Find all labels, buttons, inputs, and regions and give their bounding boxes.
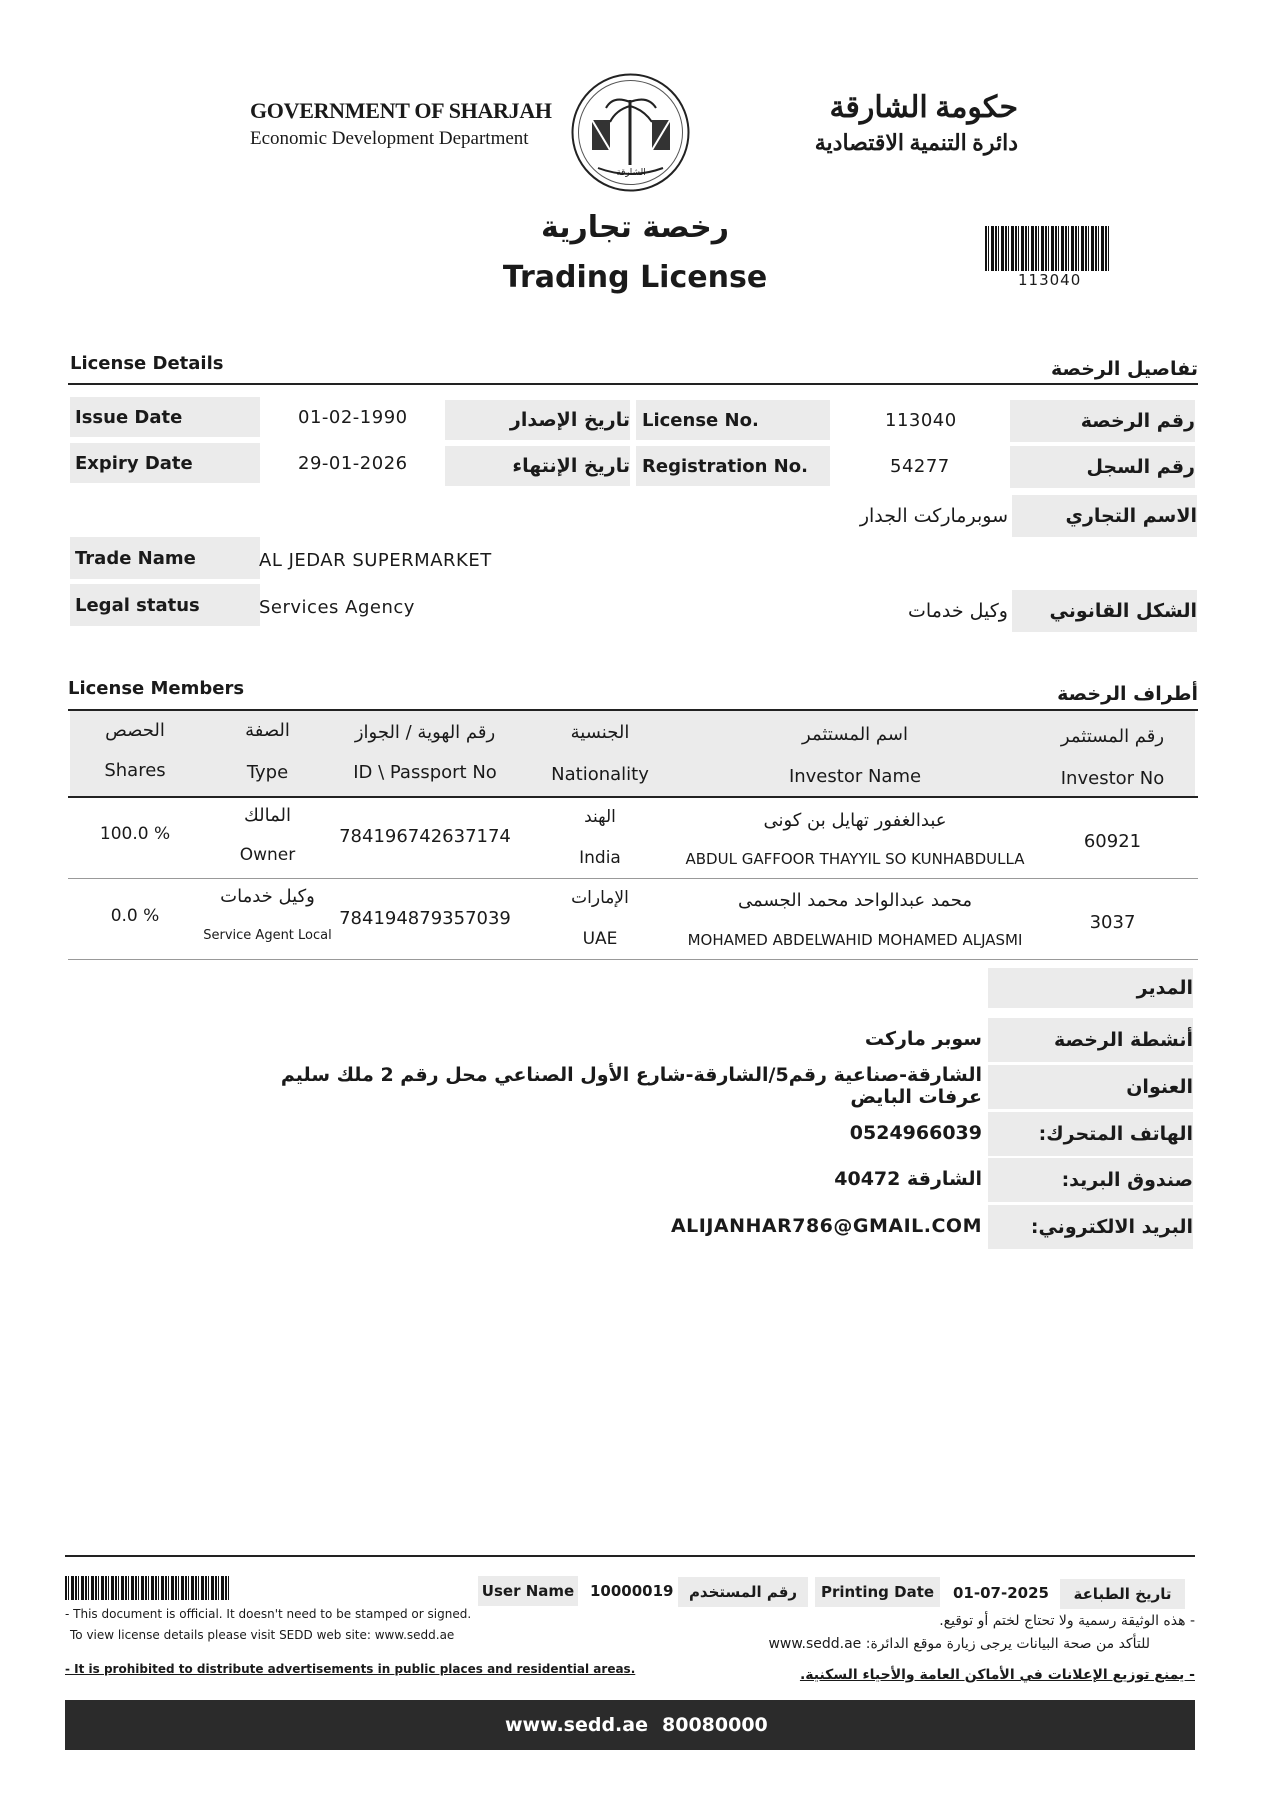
- col-header-investor-no: Investor No: [1060, 768, 1165, 789]
- printing-date-value: 01-07-2025: [953, 1584, 1049, 1602]
- registration-no-value: 54277: [890, 455, 950, 477]
- member-nationality-ar: الهند: [584, 807, 616, 827]
- mobile-value: 0524966039: [849, 1122, 982, 1144]
- footer-phone[interactable]: 80080000: [662, 1714, 768, 1736]
- issue-date-label: Issue Date: [70, 397, 260, 437]
- user-name-label: User Name: [478, 1576, 578, 1606]
- footer-note-2-en: To view license details please visit SEDD web site: www.sedd.ae: [70, 1628, 455, 1642]
- member-name-ar: عبدالغفور تهايل بن كونى: [763, 810, 947, 831]
- barcode-number: 113040: [1018, 271, 1082, 289]
- email-value: ALIJANHAR786@GMAIL.COM: [670, 1215, 982, 1237]
- member-id: 784194879357039: [339, 908, 511, 929]
- legal-status-label-ar: الشكل القانوني: [1012, 590, 1197, 632]
- trade-name-label: Trade Name: [70, 537, 260, 579]
- pobox-label: صندوق البريد:: [988, 1158, 1193, 1202]
- issue-date-label-ar: تاريخ الإصدار: [445, 400, 630, 440]
- user-name-value: 10000019: [590, 1582, 674, 1600]
- footer-barcode: [65, 1576, 230, 1600]
- mobile-label: الهاتف المتحرك:: [988, 1112, 1193, 1156]
- col-header-shares: Shares: [104, 760, 166, 781]
- activities-value: سوبر ماركت: [864, 1028, 982, 1050]
- legal-status-label: Legal status: [70, 584, 260, 626]
- license-members-heading-ar: أطراف الرخصة: [1057, 683, 1198, 705]
- footer-website[interactable]: www.sedd.ae: [505, 1714, 648, 1736]
- member-id: 784196742637174: [339, 826, 511, 847]
- license-no-value: 113040: [885, 409, 957, 431]
- member-investor-no: 60921: [1083, 831, 1142, 852]
- member-shares: 100.0 %: [99, 824, 171, 844]
- address-value: الشارقة-صناعية رقم5/الشارقة-شارع الأول الصناعي محل رقم 2 ملك سليم عرفات البايض: [280, 1064, 982, 1108]
- license-details-heading: License Details: [70, 353, 224, 374]
- col-header-id: ID \ Passport No: [353, 762, 497, 783]
- user-name-label-ar: رقم المستخدم: [678, 1577, 808, 1607]
- col-header-investor-name: Investor Name: [788, 766, 922, 787]
- footer-note-3-en: - It is prohibited to distribute advertisements in public places and residential areas.: [65, 1662, 636, 1676]
- trade-name-value: AL JEDAR SUPERMARKET: [259, 549, 492, 571]
- member-nationality-ar: الإمارات: [571, 888, 629, 908]
- col-header-id-ar: رقم الهوية / الجواز: [354, 722, 496, 743]
- footer-divider: [65, 1555, 1195, 1557]
- printing-date-label-ar: تاريخ الطباعة: [1060, 1579, 1185, 1609]
- registration-no-label: Registration No.: [636, 446, 830, 486]
- divider: [68, 959, 1198, 960]
- manager-label: المدير: [988, 968, 1193, 1008]
- footer-note-1-en: - This document is official. It doesn't need to be stamped or signed.: [65, 1607, 472, 1621]
- gov-title-ar: حكومة الشارقة: [829, 91, 1018, 124]
- dept-title-en: Economic Development Department: [250, 128, 529, 149]
- member-type: Owner: [239, 845, 296, 865]
- member-shares: 0.0 %: [110, 906, 160, 926]
- emblem-text: الشارقة: [616, 168, 646, 178]
- license-barcode: [985, 226, 1110, 271]
- legal-status-value: Services Agency: [259, 596, 415, 618]
- printing-date-label: Printing Date: [815, 1577, 940, 1607]
- col-header-shares-ar: الحصص: [105, 720, 165, 741]
- expiry-date-value: 29-01-2026: [298, 452, 408, 474]
- trade-name-label-ar: الاسم التجاري: [1012, 495, 1197, 537]
- member-nationality: India: [579, 848, 621, 868]
- col-header-investor-no-ar: رقم المستثمر: [1060, 726, 1165, 747]
- footer-note-2-ar: للتأكد من صحة البيانات يرجى زيارة موقع الدائرة: www.sedd.ae: [768, 1636, 1150, 1652]
- dept-title-ar: دائرة التنمية الاقتصادية: [814, 130, 1018, 155]
- issue-date-value: 01-02-1990: [298, 406, 408, 428]
- sharjah-emblem: [568, 70, 693, 195]
- divider: [68, 878, 1198, 879]
- license-details-heading-ar: تفاصيل الرخصة: [1050, 358, 1198, 380]
- activities-label: أنشطة الرخصة: [988, 1018, 1193, 1062]
- member-type: Service Agent Local: [203, 928, 332, 943]
- member-nationality: UAE: [582, 929, 618, 949]
- gov-title-en: GOVERNMENT OF SHARJAH: [250, 98, 552, 123]
- license-no-label: License No.: [636, 400, 830, 440]
- member-name: MOHAMED ABDELWAHID MOHAMED ALJASMI: [687, 931, 1023, 949]
- member-name: ABDUL GAFFOOR THAYYIL SO KUNHABDULLA: [685, 850, 1025, 868]
- registration-no-label-ar: رقم السجل: [1010, 446, 1195, 488]
- member-name-ar: محمد عبدالواحد محمد الجسمى: [738, 890, 972, 911]
- col-header-type: Type: [246, 762, 289, 783]
- expiry-date-label-ar: تاريخ الإنتهاء: [445, 446, 630, 486]
- email-label: البريد الالكتروني:: [988, 1205, 1193, 1249]
- col-header-investor-name-ar: اسم المستثمر: [802, 724, 908, 745]
- title-en: Trading License: [502, 260, 768, 295]
- col-header-nationality-ar: الجنسية: [570, 722, 630, 743]
- footer-note-3-ar: - يمنع توزيع الإعلانات في الأماكن العامة والأحياء السكنية.: [799, 1667, 1195, 1683]
- pobox-value: الشارقة 40472: [834, 1168, 982, 1190]
- member-investor-no: 3037: [1089, 912, 1136, 933]
- footer-note-1-ar: - هذه الوثيقة رسمية ولا تحتاج لختم أو توقيع.: [939, 1613, 1195, 1629]
- member-type-ar: وكيل خدمات: [220, 886, 315, 907]
- divider: [68, 709, 1198, 711]
- divider: [68, 796, 1198, 798]
- address-label: العنوان: [988, 1065, 1193, 1109]
- col-header-type-ar: الصفة: [245, 720, 290, 741]
- divider: [68, 383, 1198, 385]
- trade-name-ar-value: سوبرماركت الجدار: [859, 505, 1008, 527]
- license-no-label-ar: رقم الرخصة: [1010, 400, 1195, 442]
- legal-status-ar-value: وكيل خدمات: [908, 600, 1008, 622]
- member-type-ar: المالك: [243, 805, 292, 826]
- col-header-nationality: Nationality: [551, 764, 649, 785]
- expiry-date-label: Expiry Date: [70, 443, 260, 483]
- title-ar: رخصة تجارية: [541, 210, 729, 245]
- license-members-heading: License Members: [68, 678, 245, 699]
